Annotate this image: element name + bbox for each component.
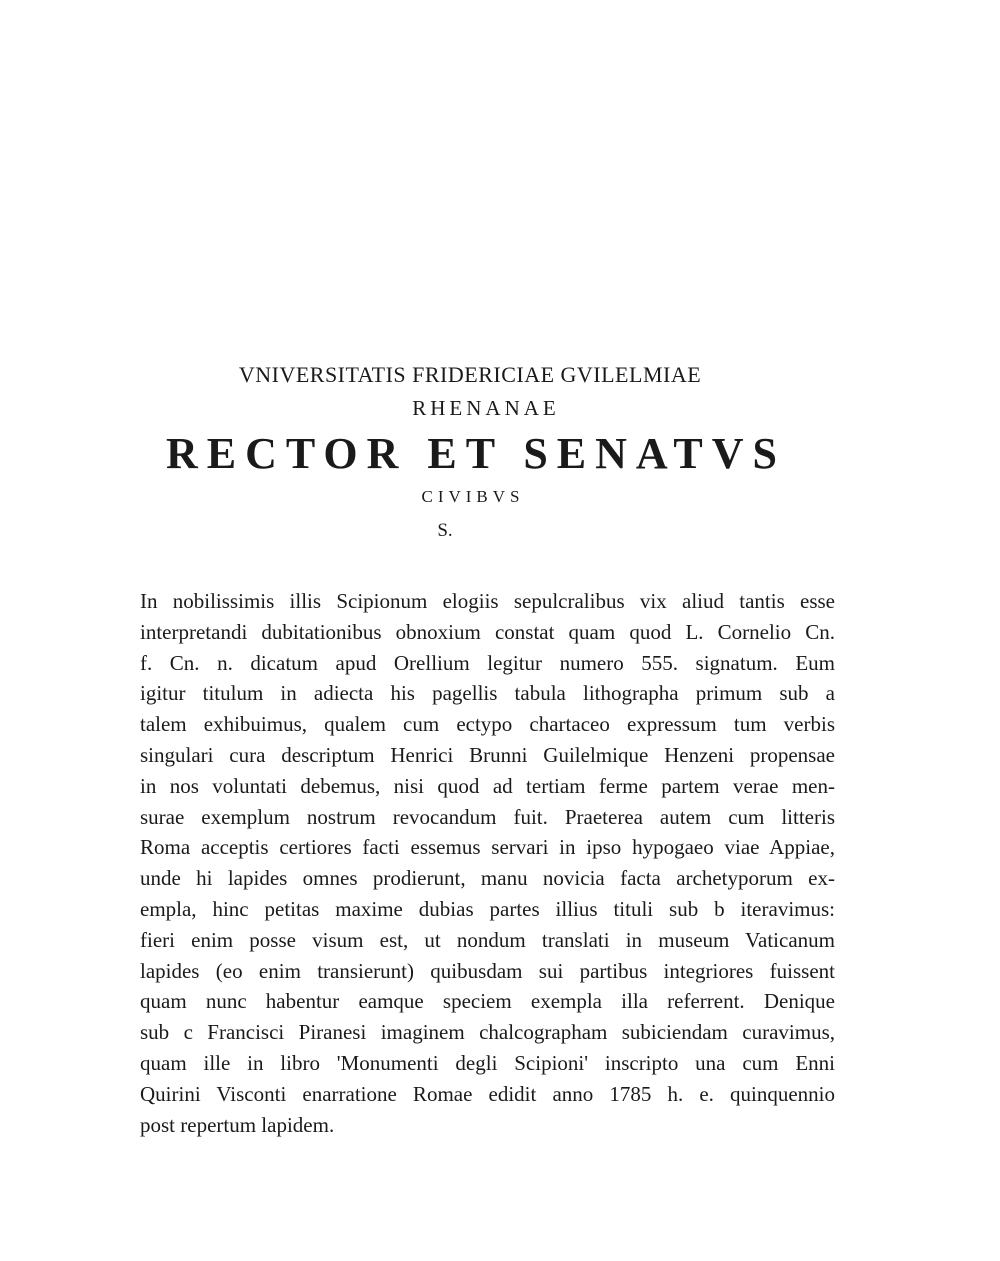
text-line: f. Cn. n. dicatum apud Orellium legitur numero 555. signatum. Eum — [140, 650, 835, 675]
text-line: in nos voluntati debemus, nisi quod ad tertiam ferme partem verae men- — [140, 773, 835, 798]
text-line: lapides (eo enim transierunt) quibusdam sui partibus integriores fuissent — [140, 958, 835, 983]
text-line: Quirini Visconti enarratione Romae edidit anno 1785 h. e. quinquennio — [140, 1081, 835, 1106]
university-heading: VNIVERSITATIS FRIDERICIAE GVILELMIAE — [238, 362, 702, 387]
page-title: RECTOR ET SENATVS — [165, 429, 787, 478]
text-line: fieri enim posse visum est, ut nondum translati in museum Vaticanum — [140, 927, 835, 952]
text-line: In nobilissimis illis Scipionum elogiis sepulcralibus vix aliud tantis esse — [140, 589, 835, 613]
text-line: igitur titulum in adiecta his pagellis tabula lithographa primum sub a — [140, 681, 835, 706]
text-line: Roma acceptis certiores facti essemus servari in ipso hypogaeo viae Appiae, — [140, 835, 835, 860]
body-paragraph — [140, 586, 835, 1140]
text-line: interpretandi dubitationibus obnoxium constat quam quod L. Cornelio Cn. — [140, 619, 835, 644]
addressee-heading: CIVIBVS — [421, 487, 525, 506]
text-line: singulari cura descriptum Henrici Brunni Guilelmique Henzeni propensae — [140, 742, 835, 767]
text-line: empla, hinc petitas maxime dubias partes illius tituli sub b iteravimus: — [140, 896, 835, 921]
text-line: talem exhibuimus, qualem cum ectypo chartaceo expressum tum verbis — [140, 712, 835, 737]
region-heading: RHENANAE — [412, 396, 560, 420]
text-line: sub c Francisci Piranesi imaginem chalcographam subiciendam curavimus, — [140, 1020, 835, 1045]
text-line: surae exemplum nostrum revocandum fuit. Praeterea autem cum litteris — [140, 804, 835, 829]
salutation: S. — [437, 520, 453, 541]
text-line: quam nunc habentur eamque speciem exempla illa referrent. Denique — [140, 989, 835, 1014]
text-line: unde hi lapides omnes prodierunt, manu novicia facta archetyporum ex- — [140, 866, 835, 891]
text-line: post repertum lapidem. — [140, 1112, 335, 1137]
text-line: quam ille in libro 'Monumenti degli Scipioni' inscripto una cum Enni — [140, 1050, 835, 1075]
